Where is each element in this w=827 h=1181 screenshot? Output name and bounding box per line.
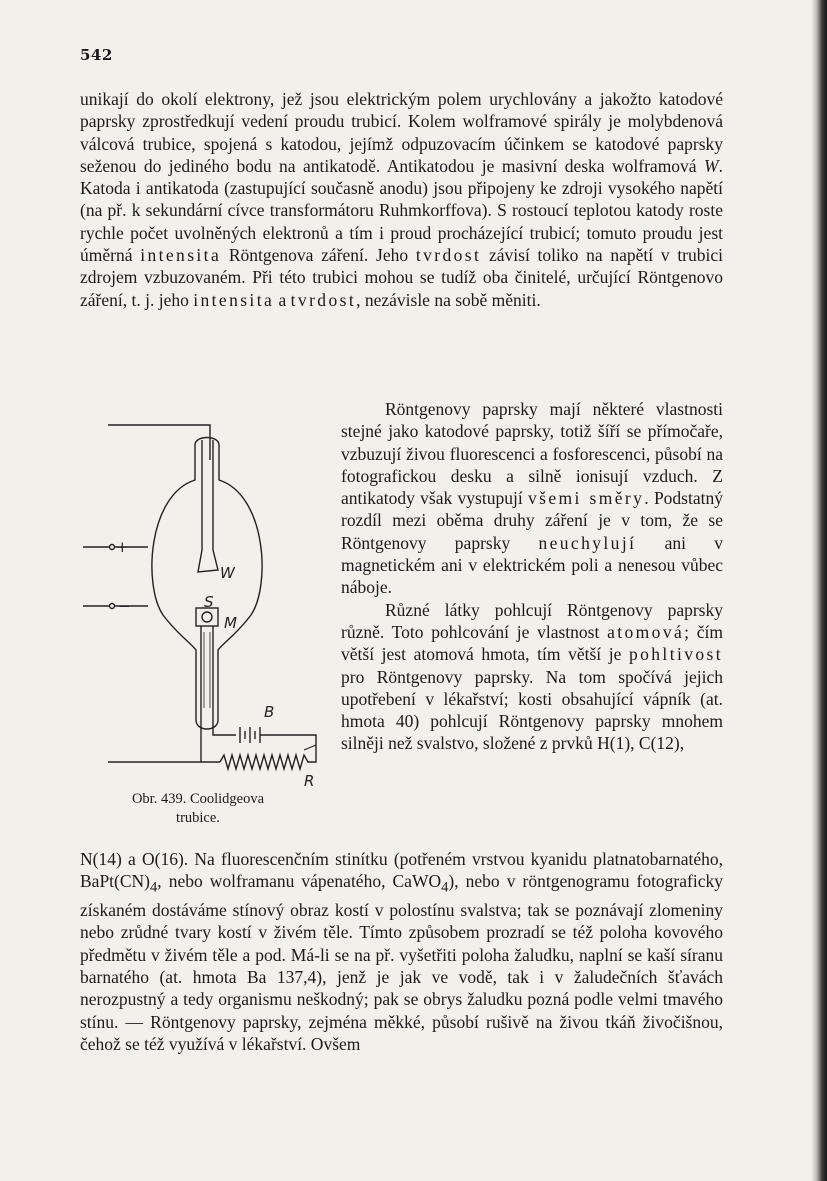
- minus-label: −: [118, 597, 131, 615]
- caption-line-2: trubice.: [176, 810, 220, 826]
- b-label: B: [264, 703, 275, 721]
- m-label: M: [224, 614, 237, 632]
- paragraph-right-1: Röntgenovy paprsky mají některé vlastnosti stejné jako katodové paprsky, totiž šíří se přímočaře, vzbuzují živou fluorescenci a fosforescenci, působí na fotografickou desku a silně ionisují vzduch. Z antikatody však vystupují všemi směry. Podstatný rozdíl mezi oběma druhy záření je v tom, že se Röntgenovy paprsky neuchylují ani v magnetickém ani v elektrickém poli a nenesou vůbec náboje.: [341, 399, 723, 598]
- figure-caption: [88, 790, 308, 828]
- w-label: W: [220, 564, 235, 582]
- page-edge-shadow: [811, 0, 827, 1181]
- r-label: R: [304, 772, 315, 790]
- paragraph-right-2: Různé látky pohlcují Röntgenovy paprsky různě. Toto pohlcování je vlastnost atomová; čím větší jest atomová hmota, tím větší je pohltivost pro Röntgenovy paprsky. Na tom spočívá jejich upotřebení v lékařství; kosti obsahující vápník (at. hmota 40) pohlcují Röntgenovy paprsky mnohem silněji než svalstvo, složené z prvků H(1), C(12),: [341, 599, 723, 754]
- paragraph-right: [341, 398, 723, 755]
- paragraph-bottom: N(14) a O(16). Na fluorescenčním stinítku (potřeném vrstvou kyanidu platnatobarnatého, $BaPt(CN)_4$, nebo wolframanu vápenatého, CaWO$_4$), nebo v röntgenogramu fotograficky získaném dostáváme stínový obraz kostí v polostínu svalstva; tak se poznávají zlomeniny nebo zrůdné tvary kostí v živém těle. Tímto způsobem prozradí se též poloha kovového předmětu v živém těle a pod. Má-li se na př. vyšetřiti poloha žaludku, naplní se kaší síranu barnatého (at. hmota Ba 137,4), jenž je jak ve vodě, tak i v žaludečních šťavách nerozpustný a tedy organismu neškodný; pak se obrys žaludku pozná podle velmi tmavého stínu. — Röntgenovy paprsky, zejména měkké, působí rušivě na živou tkáň živočišnou, čehož se též využívá v lékařství. Ovšem: [80, 849, 723, 1054]
- paragraph-top: unikají do okolí elektrony, jež jsou elektrickým polem urychlovány a jakožto katodové paprsky zprostředkují vedení proudu trubicí. Kolem wolframové spirály je molybdenová válcová trubice, spojená s katodou, jejímž odpuzovacím účinkem se katodové paprsky seženou do jediného bodu na antikatodě. Antikatodou je masivní deska wolframová W. Katoda i antikatoda (zastupující současně anodu) jsou připojeny ke zdroji vysokého napětí (na př. k sekundární cívce transformátoru Ruhmkorffova). S rostoucí teplotou katody roste rychle počet uvolněných elektronů a tím i proud procházející trubicí; tomuto proudu jest úměrná intensita Röntgenova záření. Jeho tvrdost závisí toliko na napětí v trubici zdrojem vzbuzovaném. Při této trubici mohou se tudíž oba činitelé, určující Röntgenovo záření, t. j. jeho intensita a tvrdost, nezávisle na sobě měniti.: [80, 89, 724, 310]
- s-label: S: [204, 593, 214, 611]
- coolidge-tube-figure: [68, 410, 333, 805]
- page-number: 542: [80, 46, 113, 64]
- plus-label: +: [116, 538, 129, 556]
- caption-line-1: Obr. 439. Coolidgeova: [131, 791, 265, 807]
